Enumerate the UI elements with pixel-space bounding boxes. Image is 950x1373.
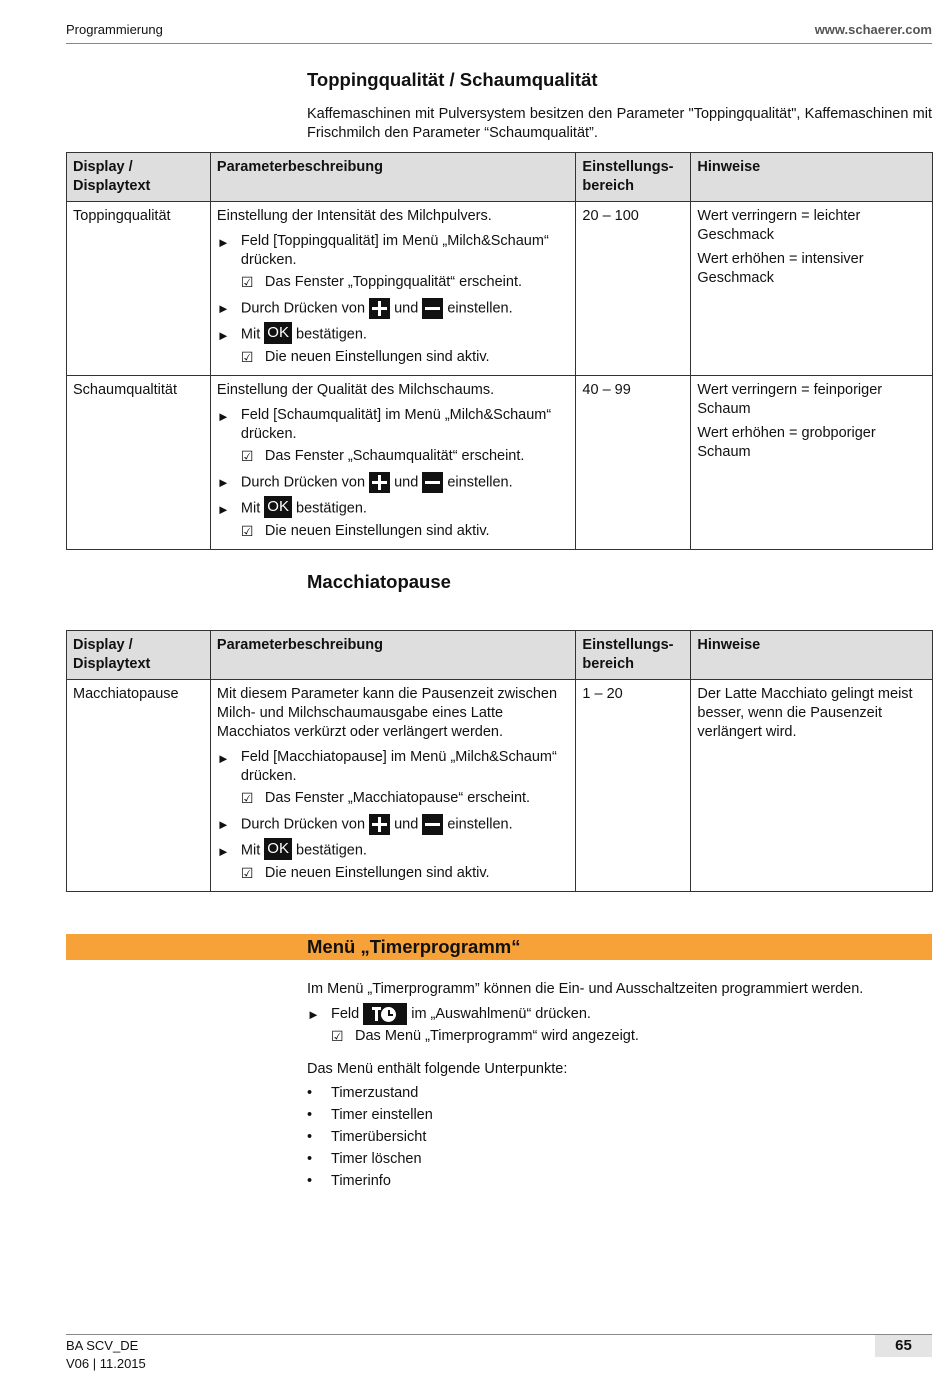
col-description: Parameterbeschreibung (210, 631, 576, 680)
ok-key-icon: OK (264, 838, 292, 860)
list-item: • Timerzustand (307, 1085, 419, 1101)
timer-result: ☑ Das Menü „Timerprogramm“ wird angezeigt. (331, 1028, 639, 1044)
plus-key-icon (369, 298, 390, 319)
section-intro-topping: Kaffemaschinen mit Pulversystem besitzen den Parameter "Toppingqualität", Kaffemaschinen mit Frischmilch den Parameter “Schaumqualität”. (307, 106, 932, 141)
list-item: • Timer einstellen (307, 1107, 433, 1123)
col-display: Display / Displaytext (67, 153, 211, 202)
minus-key-icon (422, 298, 443, 319)
minus-key-icon (422, 472, 443, 493)
footer-version: V06 | 11.2015 (66, 1356, 146, 1371)
section-title-timer: Menü „Timerprogramm“ (307, 936, 521, 957)
col-range: Einstellungs- bereich (576, 153, 691, 202)
row-name: Toppingqualität (67, 202, 211, 376)
table-row (67, 376, 933, 550)
parameter-table-macchiato (66, 630, 933, 892)
plus-key-icon (369, 814, 390, 835)
section-title-macchiato: Macchiatopause (307, 571, 451, 592)
section-title-topping: Toppingqualität / Schaumqualität (307, 69, 598, 90)
row-name: Macchiatopause (67, 680, 211, 892)
table-row (67, 680, 933, 892)
col-display: Display / Displaytext (67, 631, 211, 680)
minus-key-icon (422, 814, 443, 835)
row-hints: Der Latte Macchiato gelingt meist besser, wenn die Pausenzeit verlängert wird. (691, 680, 933, 892)
page-number: 65 (875, 1335, 932, 1357)
col-hints: Hinweise (691, 153, 933, 202)
header-website[interactable]: www.schaerer.com (814, 22, 932, 37)
row-range: 40 – 99 (576, 376, 691, 550)
row-hints: Wert verringern = leichter Geschmack Wert erhöhen = intensiver Geschmack (691, 202, 933, 376)
header-divider (66, 43, 932, 44)
ok-key-icon: OK (264, 496, 292, 518)
footer-doc-id: BA SCV_DE (66, 1338, 139, 1353)
ok-key-icon: OK (264, 322, 292, 344)
header-section: Programmierung (66, 22, 163, 37)
plus-key-icon (369, 472, 390, 493)
table-header-row (67, 631, 933, 680)
row-description: Einstellung der Qualität des Milchschaums. ► Feld [Schaumqualität] im Menü „Milch&Schaum“ drücken. ☑ Das Fenster „Schaumqualität“ erscheint. ► Durch Drücken von und einstellen. ► Mit OK bestätigen. ☑ Die neuen Einstellungen sind aktiv. (210, 376, 576, 550)
row-range: 1 – 20 (576, 680, 691, 892)
section-intro-timer: Im Menü „Timerprogramm” können die Ein- und Ausschaltzeiten programmiert werden. (307, 981, 864, 997)
table-header-row (67, 153, 933, 202)
row-hints: Wert verringern = feinporiger Schaum Wert erhöhen = grobporiger Schaum (691, 376, 933, 550)
list-intro: Das Menü enthält folgende Unterpunkte: (307, 1061, 568, 1077)
timer-key-icon (363, 1003, 407, 1025)
parameter-table-topping (66, 152, 933, 550)
table-row (67, 202, 933, 376)
list-item: • Timerübersicht (307, 1129, 427, 1145)
row-description: Mit diesem Parameter kann die Pausenzeit zwischen Milch- und Milchschaumausgabe eines Latte Macchiatos verkürzt oder verlängert werden. ► Feld [Macchiatopause] im Menü „Milch&Schaum“ drücken. ☑ Das Fenster „Macchiatopause“ erscheint. ► Durch Drücken von und einstellen. ► Mit OK bestätigen. ☑ Die neuen Einstellungen sind aktiv. (210, 680, 576, 892)
col-description: Parameterbeschreibung (210, 153, 576, 202)
footer-divider (66, 1334, 932, 1335)
list-item: • Timerinfo (307, 1173, 391, 1189)
row-description: Einstellung der Intensität des Milchpulvers. ► Feld [Toppingqualität] im Menü „Milch&Schaum“ drücken. ☑ Das Fenster „Toppingqualität“ erscheint. ► Durch Drücken von und einstellen. ► Mit OK bestätigen. ☑ Die neuen Einstellungen sind aktiv. (210, 202, 576, 376)
timer-step: ► Feld im „Auswahlmenü“ drücken. (307, 1003, 591, 1025)
submenu-list (307, 1085, 433, 1195)
list-item: • Timer löschen (307, 1151, 422, 1167)
row-name: Schaumqualtität (67, 376, 211, 550)
row-range: 20 – 100 (576, 202, 691, 376)
col-range: Einstellungs- bereich (576, 631, 691, 680)
col-hints: Hinweise (691, 631, 933, 680)
